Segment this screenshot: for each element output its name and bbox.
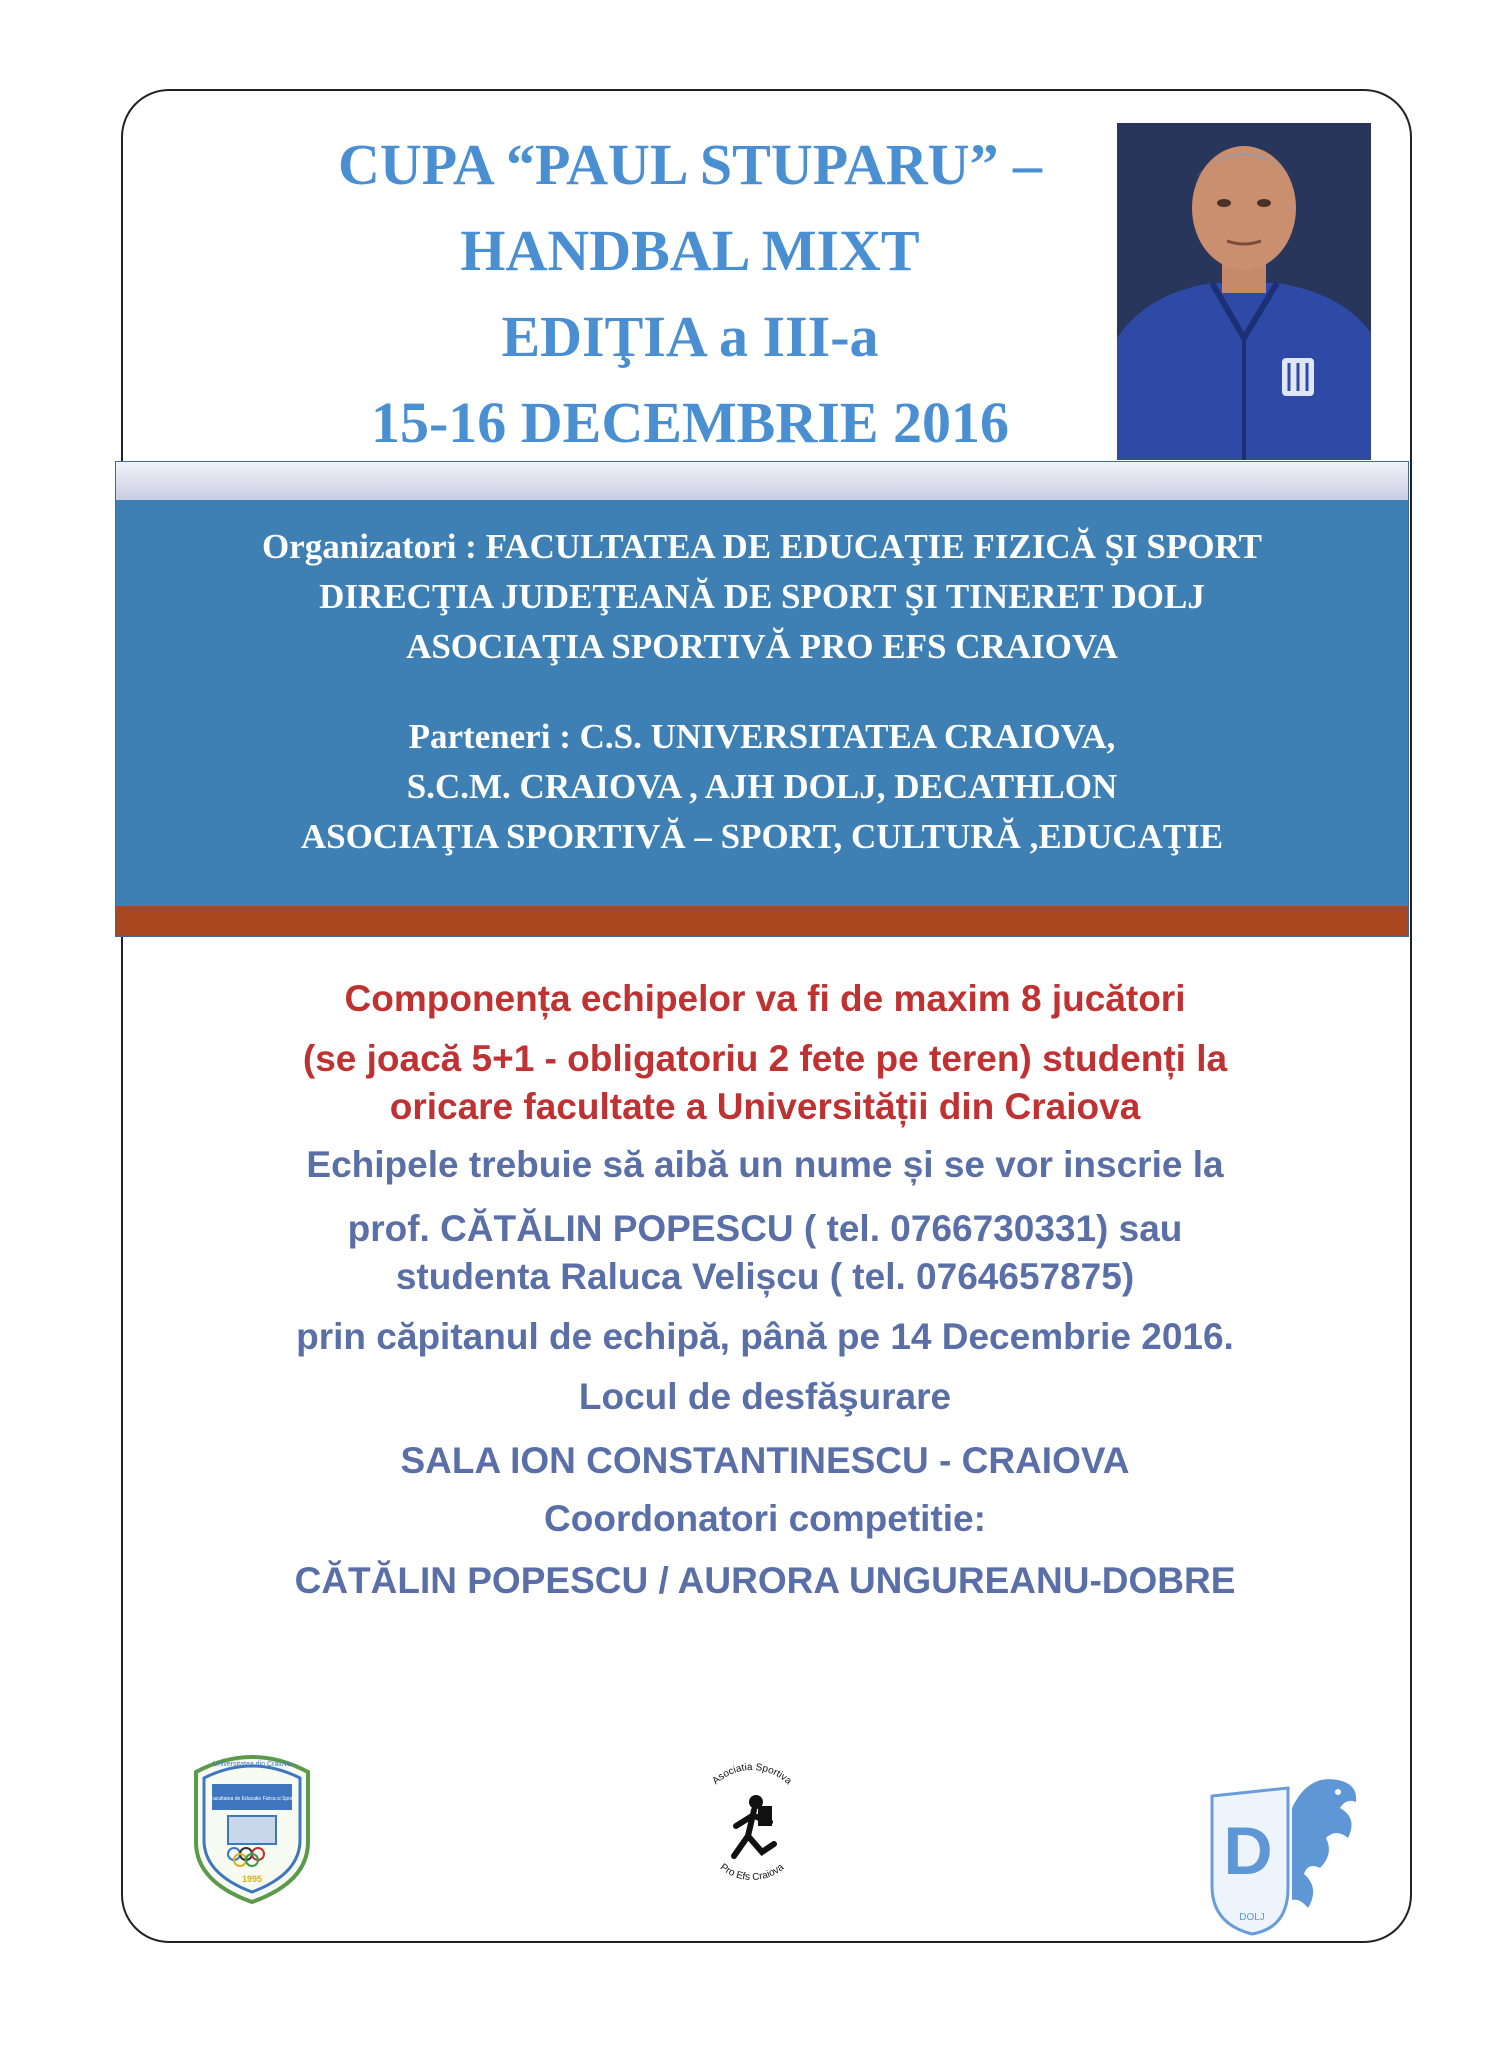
university-shield-icon	[188, 1742, 316, 1904]
organizers-line-3: ASOCIAŢIA SPORTIVĂ PRO EFS CRAIOVA	[406, 627, 1118, 666]
banner-bottom-stripe	[116, 906, 1408, 936]
partners-line-1: Parteneri : C.S. UNIVERSITATEA CRAIOVA,	[408, 717, 1116, 756]
club-name-bottom: Pro Efs Craiova	[717, 1861, 787, 1884]
portrait-photo	[1117, 123, 1371, 460]
title-line-1: CUPA “PAUL STUPARU” –	[337, 132, 1043, 197]
dolj-text: DOLJ	[1239, 1912, 1265, 1923]
team-line-3: oricare facultate a Universității din Craiova	[389, 1086, 1141, 1127]
title-line-2: HANDBAL MIXT	[460, 218, 920, 283]
faculty-name: Facultatea de Educatie Fizica si Sport	[210, 1796, 294, 1802]
title-line-4: 15-16 DECEMBRIE 2016	[370, 390, 1010, 455]
coordinators-names: CĂTĂLIN POPESCU / AURORA UNGUREANU-DOBRE	[294, 1560, 1236, 1601]
partners-line-2: S.C.M. CRAIOVA , AJH DOLJ, DECATHLON	[406, 767, 1118, 806]
banner-top-band	[116, 462, 1408, 500]
venue-name: SALA ION CONSTANTINESCU - CRAIOVA	[400, 1440, 1130, 1481]
svg-text:Asociatia Sportiva	[710, 1762, 793, 1787]
registration-line-4: prin căpitanul de echipă, până pe 14 Decembrie 2016.	[296, 1316, 1234, 1357]
club-logo	[682, 1752, 822, 1902]
organizers-line-2: DIRECŢIA JUDEŢEANĂ DE SPORT ŞI TINERET DOLJ	[319, 577, 1205, 616]
dolj-logo	[1208, 1768, 1368, 1938]
organizers-line-1: Organizatori : FACULTATEA DE EDUCAŢIE FIZICĂ ŞI SPORT	[262, 527, 1262, 566]
university-name: Universitatea din Craiova	[212, 1761, 292, 1768]
svg-text:Pro Efs Craiova	[718, 1862, 787, 1884]
person-image	[1117, 123, 1371, 460]
registration-line-2: prof. CĂTĂLIN POPESCU ( tel. 0766730331) sau	[347, 1208, 1183, 1249]
poster-title	[200, 122, 1180, 466]
university-logo	[188, 1742, 316, 1904]
details-section	[130, 978, 1400, 1602]
coordinators-label: Coordonatori competitie:	[544, 1498, 986, 1539]
dolj-letter: D	[1223, 1813, 1273, 1889]
registration-line-3: studenta Raluca Velișcu ( tel. 0764657875)	[395, 1256, 1135, 1297]
registration-line-1: Echipele trebuie să aibă un nume și se vor inscrie la	[306, 1144, 1224, 1185]
founding-year: 1995	[241, 1874, 263, 1884]
dolj-lion-shield-icon	[1208, 1768, 1368, 1938]
title-line-3: EDIŢIA a III-a	[501, 304, 879, 369]
team-line-2: (se joacă 5+1 - obligatoriu 2 fete pe teren) studenți la	[302, 1038, 1228, 1079]
team-line-1: Componența echipelor va fi de maxim 8 jucători	[344, 978, 1186, 1019]
organizers-banner	[115, 461, 1409, 937]
venue-label: Locul de desfăşurare	[578, 1376, 952, 1417]
club-name-top: Asociatia Sportiva	[710, 1761, 794, 1787]
partners-line-3: ASOCIAŢIA SPORTIVĂ – SPORT, CULTURĂ ,EDUCAŢIE	[300, 817, 1224, 856]
runner-icon	[682, 1752, 822, 1902]
